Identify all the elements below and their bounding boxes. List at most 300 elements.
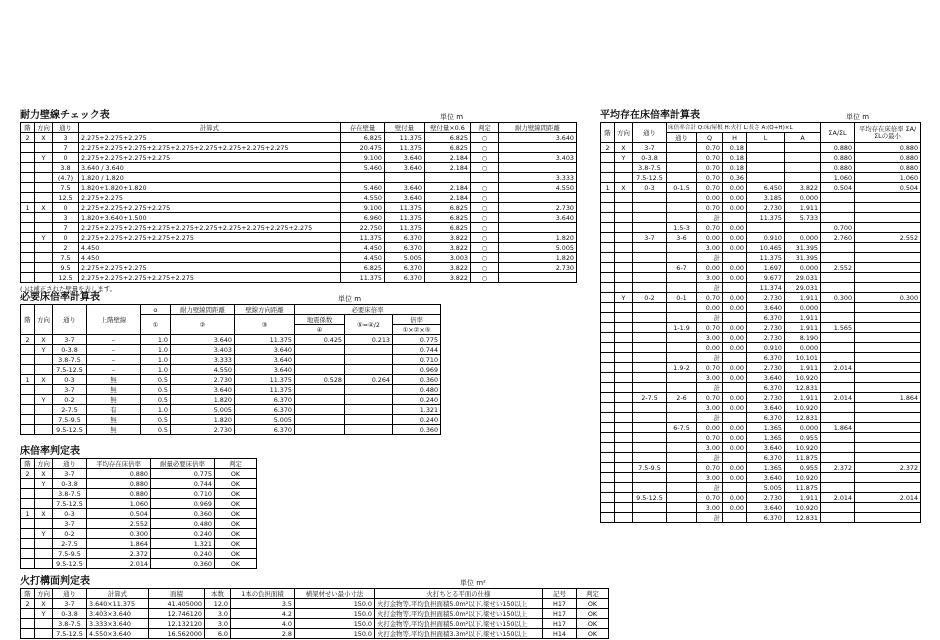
avg-cell <box>821 433 855 443</box>
avg-cell <box>821 193 855 203</box>
avg-row <box>601 223 921 233</box>
avg-cell: 0.000 <box>785 303 821 313</box>
avg-row <box>601 363 921 373</box>
avg-cell: 0.00 <box>697 263 723 273</box>
avg-cell <box>633 373 667 383</box>
req-cell: 0-3.8 <box>53 345 87 355</box>
wall-cell: ○ <box>471 193 499 203</box>
req-cell: 無 <box>87 375 141 385</box>
avg-cell: 0.00 <box>723 393 747 403</box>
avg-cell <box>855 273 921 283</box>
avg-cell <box>601 483 615 493</box>
req-cell: – <box>87 365 141 375</box>
judge-cell: OK <box>215 549 257 559</box>
avg-row <box>601 233 921 243</box>
wall-cell <box>499 273 577 283</box>
avg-cell <box>633 223 667 233</box>
avg-h-min: 平均存在床倍率 ΣA/ΣLの最小 <box>855 123 921 143</box>
avg-cell: 0.880 <box>855 163 921 173</box>
avg-cell <box>747 153 785 163</box>
beam-header-6: 1本の負担面積 <box>231 589 295 599</box>
wall-cell: 4.550 <box>341 193 385 203</box>
avg-cell <box>855 223 921 233</box>
avg-cell: 0.00 <box>723 363 747 373</box>
req-cell <box>295 415 345 425</box>
avg-cell <box>855 383 921 393</box>
avg-cell: 計 <box>697 383 723 393</box>
wall-cell: X <box>35 203 53 213</box>
avg-cell: 9.677 <box>747 273 785 283</box>
avg-cell: 計 <box>697 353 723 363</box>
beam-cell: 6.0 <box>205 629 231 639</box>
req-row <box>21 335 441 345</box>
req-cell: X <box>35 375 53 385</box>
avg-cell <box>601 473 615 483</box>
avg-cell: 0.70 <box>697 433 723 443</box>
judge-cell: 1.060 <box>87 499 151 509</box>
beam-cell: H17 <box>543 619 577 629</box>
wall-cell: 5.460 <box>341 183 385 193</box>
req-cell: 0.5 <box>141 385 171 395</box>
wall-check-unit: 単位 m <box>440 113 464 121</box>
req-row <box>21 385 441 395</box>
wall-cell: 2 <box>53 243 79 253</box>
judge-cell: 0.240 <box>151 549 215 559</box>
avg-cell: X <box>615 143 633 153</box>
avg-cell: 12.831 <box>785 383 821 393</box>
avg-cell: 0.00 <box>697 193 723 203</box>
avg-row <box>601 503 921 513</box>
req-cell: 3.640 <box>235 355 295 365</box>
req-cell: 7.5-12.5 <box>53 365 87 375</box>
avg-row <box>601 213 921 223</box>
req-cell: 0.775 <box>393 335 441 345</box>
req-cell <box>345 345 393 355</box>
beam-cell: OK <box>577 619 609 629</box>
avg-row <box>601 493 921 503</box>
avg-cell <box>633 443 667 453</box>
wall-cell <box>385 173 425 183</box>
avg-cell: 0.000 <box>785 343 821 353</box>
req-cell: 0.744 <box>393 345 441 355</box>
avg-cell: 6-7.5 <box>667 423 697 433</box>
judge-cell: 0.969 <box>151 499 215 509</box>
req-sh-3: ③ <box>235 315 295 335</box>
beam-cell: H14 <box>543 629 577 639</box>
avg-cell: 6-7 <box>667 263 697 273</box>
avg-cell: 2.014 <box>855 493 921 503</box>
judge-header-2: 通り <box>53 459 87 469</box>
avg-cell: 0.880 <box>821 143 855 153</box>
avg-cell: 0.00 <box>697 423 723 433</box>
wall-cell: 7 <box>53 143 79 153</box>
wall-check-title: 耐力壁線チェック表 <box>20 110 110 121</box>
avg-cell <box>615 513 633 523</box>
avg-cell <box>855 333 921 343</box>
avg-cell <box>747 163 785 173</box>
req-cell: 0.264 <box>345 375 393 385</box>
judge-cell: 0-3.8 <box>53 479 87 489</box>
req-cell: 1 <box>21 375 35 385</box>
avg-cell: 1.365 <box>747 463 785 473</box>
avg-row <box>601 443 921 453</box>
avg-cell <box>855 373 921 383</box>
avg-cell <box>633 483 667 493</box>
avg-cell <box>723 413 747 423</box>
req-cell: 無 <box>87 415 141 425</box>
avg-cell: 3-7 <box>633 143 667 153</box>
judge-cell: 3-7 <box>53 469 87 479</box>
wall-cell <box>499 193 577 203</box>
avg-cell <box>821 383 855 393</box>
wall-cell: 11.375 <box>385 143 425 153</box>
avg-cell: 6.370 <box>747 383 785 393</box>
wall-cell: ○ <box>471 133 499 143</box>
avg-row <box>601 203 921 213</box>
wall-header-3: 計算式 <box>79 123 341 133</box>
avg-cell: 8.190 <box>785 333 821 343</box>
avg-cell <box>601 263 615 273</box>
wall-cell: 20.475 <box>341 143 385 153</box>
beam-header-10: 判定 <box>577 589 609 599</box>
avg-cell: 1-1.9 <box>667 323 697 333</box>
avg-cell: X <box>615 183 633 193</box>
avg-cell: 3-7 <box>633 233 667 243</box>
wall-cell <box>21 223 35 233</box>
avg-cell: 0.00 <box>723 223 747 233</box>
wall-cell <box>35 263 53 273</box>
wall-header-4: 存在壁量 <box>341 123 385 133</box>
judge-row <box>21 489 257 499</box>
judge-cell: OK <box>215 499 257 509</box>
beam-cell: OK <box>577 599 609 609</box>
avg-cell <box>633 433 667 443</box>
avg-row <box>601 333 921 343</box>
avg-cell <box>821 283 855 293</box>
wall-row <box>21 263 577 273</box>
wall-row <box>21 173 577 183</box>
wall-cell: 11.375 <box>385 213 425 223</box>
judge-row <box>21 519 257 529</box>
avg-cell: 0.00 <box>723 303 747 313</box>
avg-cell <box>615 463 633 473</box>
wall-cell: ○ <box>471 263 499 273</box>
wall-cell: ○ <box>471 183 499 193</box>
avg-cell <box>855 473 921 483</box>
wall-cell <box>35 273 53 283</box>
avg-cell: 3.185 <box>747 193 785 203</box>
avg-cell: 2.730 <box>747 203 785 213</box>
req-cell <box>35 355 53 365</box>
avg-cell <box>723 283 747 293</box>
judge-header-5: 判定 <box>215 459 257 469</box>
req-cell <box>295 345 345 355</box>
wall-cell: 7.5 <box>53 183 79 193</box>
judge-cell: 9.5-12.5 <box>53 559 87 569</box>
avg-cell: 29.031 <box>785 283 821 293</box>
req-row <box>21 395 441 405</box>
wall-cell: 9.100 <box>341 153 385 163</box>
avg-cell <box>615 483 633 493</box>
wall-cell: 2.184 <box>425 153 471 163</box>
avg-cell: 0.880 <box>855 143 921 153</box>
avg-cell: 2.014 <box>821 393 855 403</box>
avg-cell: 2.730 <box>747 333 785 343</box>
judge-cell: 0.300 <box>87 529 151 539</box>
avg-cell: 6.450 <box>747 183 785 193</box>
avg-cell <box>667 453 697 463</box>
avg-cell: 0.00 <box>723 273 747 283</box>
avg-cell <box>667 483 697 493</box>
judge-cell: 2.552 <box>87 519 151 529</box>
req-cell <box>295 405 345 415</box>
avg-cell <box>615 433 633 443</box>
wall-cell: 3.640 / 3.640 <box>79 163 341 173</box>
avg-cell <box>633 343 667 353</box>
beam-cell: 150.0 <box>295 599 375 609</box>
wall-cell: 3.640 <box>499 213 577 223</box>
req-cell: X <box>35 335 53 345</box>
floor-judge-title: 床倍率判定表 <box>20 446 80 457</box>
avg-cell <box>633 503 667 513</box>
beam-row <box>21 599 609 609</box>
floor-judge-section <box>20 446 256 569</box>
avg-cell: Y <box>615 293 633 303</box>
wall-cell <box>21 163 35 173</box>
wall-cell: 2.275+2.275+2.275+2.275 <box>79 203 341 213</box>
req-cell <box>345 355 393 365</box>
judge-row <box>21 529 257 539</box>
wall-cell: 6.370 <box>385 273 425 283</box>
avg-cell <box>855 443 921 453</box>
avg-row <box>601 263 921 273</box>
judge-cell: 0.710 <box>151 489 215 499</box>
wall-cell: 2.275+2.275+2.275+2.275+2.275+2.275+2.275+2.275+2.275+2.275 <box>79 223 341 233</box>
avg-cell <box>667 213 697 223</box>
judge-cell: 2-7.5 <box>53 539 87 549</box>
avg-row <box>601 483 921 493</box>
req-cell <box>35 385 53 395</box>
req-cell: 6.370 <box>235 425 295 435</box>
avg-cell <box>667 373 697 383</box>
wall-cell <box>21 253 35 263</box>
beam-cell: 4.2 <box>231 609 295 619</box>
req-row <box>21 345 441 355</box>
avg-cell <box>855 303 921 313</box>
avg-cell <box>615 443 633 453</box>
avg-cell: 1.911 <box>785 203 821 213</box>
judge-row <box>21 549 257 559</box>
wall-cell <box>35 193 53 203</box>
judge-cell: OK <box>215 469 257 479</box>
avg-cell <box>601 413 615 423</box>
beam-cell: 4.550×3.640 <box>87 629 149 639</box>
wall-row <box>21 223 577 233</box>
avg-cell: 2.730 <box>747 493 785 503</box>
avg-cell <box>821 453 855 463</box>
avg-cell: 0.00 <box>723 293 747 303</box>
wall-cell: 3 <box>53 213 79 223</box>
req-cell <box>345 405 393 415</box>
req-cell: 0.5 <box>141 415 171 425</box>
wall-cell: ○ <box>471 213 499 223</box>
wall-header-1: 方向 <box>35 123 53 133</box>
avg-cell <box>633 283 667 293</box>
avg-cell <box>723 213 747 223</box>
req-cell: 3.640 <box>171 385 235 395</box>
avg-cell: 0.955 <box>785 463 821 473</box>
avg-cell <box>747 223 785 233</box>
req-sh-rate: 倍率 <box>393 315 441 325</box>
avg-row <box>601 303 921 313</box>
avg-cell: 0.00 <box>723 343 747 353</box>
avg-cell <box>821 413 855 423</box>
avg-row <box>601 143 921 153</box>
judge-header-0: 階 <box>21 459 35 469</box>
req-cell: Y <box>35 345 53 355</box>
avg-cell <box>667 313 697 323</box>
req-cell: 0.480 <box>393 385 441 395</box>
req-cell: 11.375 <box>235 375 295 385</box>
avg-cell <box>667 433 697 443</box>
req-row <box>21 375 441 385</box>
avg-cell <box>633 213 667 223</box>
judge-cell: 0.504 <box>87 509 151 519</box>
judge-cell: OK <box>215 539 257 549</box>
wall-header-8: 耐力壁線間距離 <box>499 123 577 133</box>
wall-cell: 6.825 <box>341 133 385 143</box>
avg-cell <box>855 413 921 423</box>
req-cell: 7.5-9.5 <box>53 415 87 425</box>
avg-cell: 0.70 <box>697 143 723 153</box>
avg-cell <box>615 393 633 403</box>
avg-cell: 計 <box>697 513 723 523</box>
wall-cell: 3.403 <box>499 153 577 163</box>
wall-cell: 2.275+2.275 <box>79 193 341 203</box>
wall-cell: 2.730 <box>499 203 577 213</box>
avg-cell <box>821 313 855 323</box>
avg-cell <box>615 233 633 243</box>
wall-cell: X <box>35 133 53 143</box>
beam-cell: 150.0 <box>295 609 375 619</box>
avg-cell: 1.911 <box>785 363 821 373</box>
req-cell <box>21 405 35 415</box>
avg-cell <box>615 213 633 223</box>
req-row <box>21 415 441 425</box>
avg-cell: 0.00 <box>723 473 747 483</box>
avg-row <box>601 403 921 413</box>
req-cell: – <box>87 345 141 355</box>
wall-cell: (4.7) <box>53 173 79 183</box>
wall-cell: ○ <box>471 203 499 213</box>
wall-cell: 2.275+2.275+2.275+2.275 <box>79 153 341 163</box>
avg-cell <box>821 333 855 343</box>
judge-header-3: 平均存在床倍率 <box>87 459 151 469</box>
avg-cell: 0.18 <box>723 143 747 153</box>
judge-cell <box>21 489 35 499</box>
avg-row <box>601 273 921 283</box>
avg-cell: 0.70 <box>697 493 723 503</box>
avg-cell <box>855 213 921 223</box>
avg-cell: 3.00 <box>697 473 723 483</box>
avg-cell: 3.00 <box>697 273 723 283</box>
avg-cell: 6.370 <box>747 453 785 463</box>
wall-row <box>21 163 577 173</box>
avg-cell <box>601 423 615 433</box>
beam-cell: 火打金物等,平均負担面積5.0m²以下,梁せい150以上 <box>375 619 543 629</box>
avg-cell <box>633 423 667 433</box>
req-cell: 5.005 <box>171 405 235 415</box>
req-row <box>21 355 441 365</box>
avg-cell: 1.5-3 <box>667 223 697 233</box>
avg-cell <box>667 383 697 393</box>
avg-cell: 3.640 <box>747 473 785 483</box>
req-cell <box>21 425 35 435</box>
avg-cell <box>785 143 821 153</box>
avg-row <box>601 463 921 473</box>
judge-cell <box>21 559 35 569</box>
avg-row <box>601 473 921 483</box>
avg-cell <box>821 213 855 223</box>
avg-cell: 3.00 <box>697 503 723 513</box>
wall-cell <box>35 143 53 153</box>
beam-cell: 150.0 <box>295 629 375 639</box>
avg-cell <box>633 313 667 323</box>
beam-header-4: 面積 <box>149 589 205 599</box>
avg-cell <box>601 253 615 263</box>
beam-cell <box>21 629 35 639</box>
avg-cell: 0.00 <box>723 433 747 443</box>
avg-cell <box>633 263 667 273</box>
avg-h-a: A <box>785 133 821 143</box>
avg-cell <box>667 473 697 483</box>
wall-cell: 5.005 <box>385 253 425 263</box>
wall-cell: 3.640 <box>499 133 577 143</box>
req-cell: 0.5 <box>141 375 171 385</box>
req-cell <box>345 385 393 395</box>
req-cell <box>295 395 345 405</box>
wall-cell: 2.730 <box>499 263 577 273</box>
judge-cell <box>21 499 35 509</box>
avg-cell: 10.920 <box>785 403 821 413</box>
beam-cell: 2.8 <box>231 629 295 639</box>
beam-cell: 12.746120 <box>149 609 205 619</box>
wall-cell <box>35 253 53 263</box>
wall-cell: 1.820+3.640+1.500 <box>79 213 341 223</box>
avg-cell <box>615 313 633 323</box>
avg-cell: 0.00 <box>723 203 747 213</box>
req-cell: 1.0 <box>141 345 171 355</box>
avg-cell: 1.365 <box>747 423 785 433</box>
req-h-dist: 耐力壁線間距離 <box>171 305 235 315</box>
avg-cell <box>821 253 855 263</box>
wall-cell: 6.370 <box>385 243 425 253</box>
wall-cell: 1.820 / 1.820 <box>79 173 341 183</box>
judge-cell <box>21 529 35 539</box>
avg-h-legend: 床倍率合計 Q:床/屋根 H:火打 L:長さ A:(Q+H)×L <box>667 123 821 133</box>
wall-cell <box>21 213 35 223</box>
avg-cell: 0.70 <box>697 223 723 233</box>
avg-cell <box>601 293 615 303</box>
avg-cell: 2.014 <box>821 493 855 503</box>
beam-cell: 12.132120 <box>149 619 205 629</box>
judge-cell: OK <box>215 559 257 569</box>
avg-cell <box>667 493 697 503</box>
avg-floor-section <box>600 110 920 523</box>
avg-cell: 2-6 <box>667 393 697 403</box>
req-cell: 1.0 <box>141 355 171 365</box>
avg-cell: 2.760 <box>821 233 855 243</box>
